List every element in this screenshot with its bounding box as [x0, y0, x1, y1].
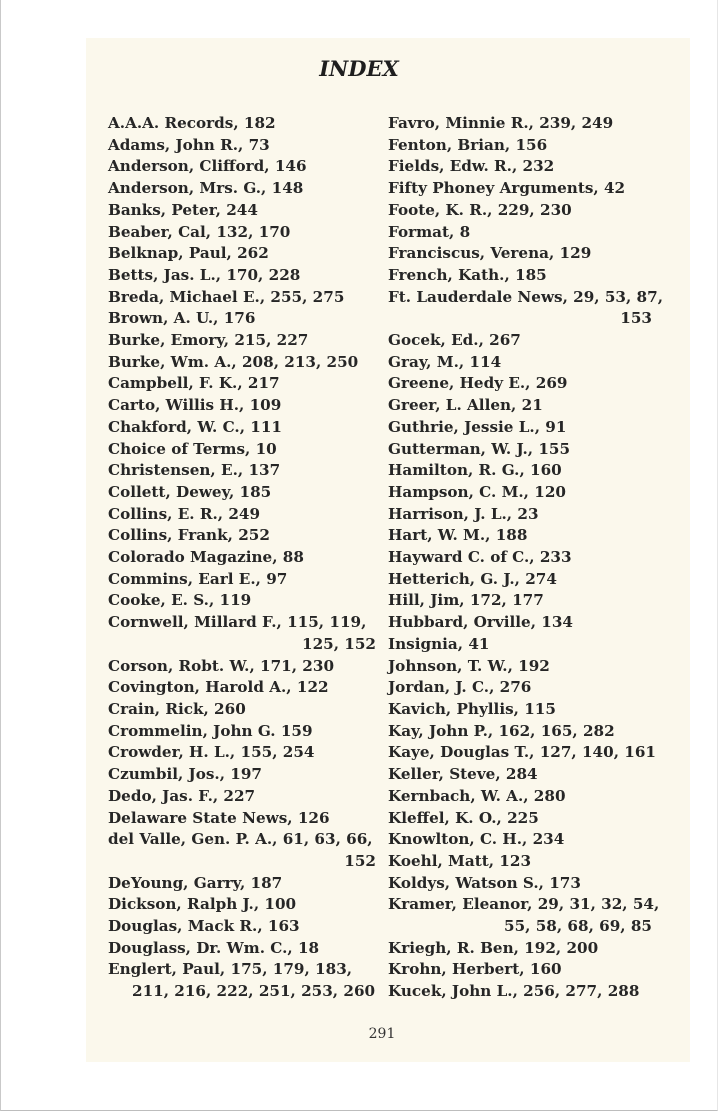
index-entry-text: Choice of Terms, 10 [108, 439, 277, 458]
index-entry [388, 178, 652, 200]
index-entry-text: Koldys, Watson S., 173 [388, 873, 581, 892]
index-entry-text: Knowlton, C. H., 234 [388, 830, 565, 849]
index-entry-text: del Valle, Gen. P. A., 61, 63, 66, [108, 830, 373, 849]
index-entry [108, 460, 376, 482]
page-title: INDEX [319, 56, 399, 81]
index-entry-text: Hart, W. M., 188 [388, 526, 528, 545]
index-entry [108, 894, 376, 916]
index-entry [108, 243, 376, 265]
index-entry [108, 916, 376, 938]
index-entry-text: Belknap, Paul, 262 [108, 244, 269, 263]
index-entry-text: Jordan, J. C., 276 [388, 678, 532, 697]
index-entry-text: Colorado Magazine, 88 [108, 548, 304, 567]
index-entry [108, 829, 376, 872]
index-entry-text: Carto, Willis H., 109 [108, 396, 282, 415]
index-entry [108, 808, 376, 830]
index-entry [108, 156, 376, 178]
index-entry-text: Corson, Robt. W., 171, 230 [108, 656, 335, 675]
index-entry [108, 113, 376, 135]
index-entry-text: Johnson, T. W., 192 [388, 656, 550, 675]
index-entry-text: Douglas, Mack R., 163 [108, 917, 300, 936]
index-entry [108, 352, 376, 374]
index-entry [388, 265, 652, 287]
index-entry [388, 894, 660, 937]
index-entry-text: Hayward C. of C., 233 [388, 548, 572, 567]
index-entry [388, 156, 652, 178]
page-number: 291 [368, 1026, 396, 1042]
index-entry [108, 395, 376, 417]
index-entry-text: Collins, Frank, 252 [108, 526, 270, 545]
index-entry [388, 200, 652, 222]
index-entry [108, 482, 376, 504]
index-entry [108, 200, 376, 222]
index-entry [388, 547, 652, 569]
index-entry-text: Kleffel, K. O., 225 [388, 808, 539, 827]
index-entry-text: Chakford, W. C., 111 [108, 417, 283, 436]
index-entry-text: Krohn, Herbert, 160 [388, 960, 562, 979]
index-entry [388, 742, 656, 764]
index-entry-text: Foote, K. R., 229, 230 [388, 200, 572, 219]
index-entry [388, 395, 652, 417]
index-entry-text: Kernbach, W. A., 280 [388, 786, 566, 805]
index-entry [388, 243, 652, 265]
index-entry [108, 764, 376, 786]
index-entry-text: Fenton, Brian, 156 [388, 135, 548, 154]
index-entry [388, 590, 652, 612]
index-entry-text: Hubbard, Orville, 134 [388, 613, 573, 632]
index-entry [388, 677, 652, 699]
index-entry [388, 482, 652, 504]
index-entry-text: Covington, Harold A., 122 [108, 678, 329, 697]
index-entry-text: Gocek, Ed., 267 [388, 331, 521, 350]
index-entry [388, 981, 652, 1003]
index-entry-text: Christensen, E., 137 [108, 461, 281, 480]
index-entry [108, 677, 376, 699]
index-entry-text: Betts, Jas. L., 170, 228 [108, 265, 301, 284]
index-entry-text: Kramer, Eleanor, 29, 31, 32, 54, [388, 895, 660, 914]
index-entry-text: Adams, John R., 73 [108, 135, 270, 154]
index-entry [108, 287, 376, 309]
index-entry-text: Hamilton, R. G., 160 [388, 461, 562, 480]
index-entry [388, 525, 652, 547]
index-entry-text: Hampson, C. M., 120 [388, 482, 566, 501]
index-entry-text: Kavich, Phyllis, 115 [388, 699, 556, 718]
index-entry [108, 417, 376, 439]
index-entry-text: Ft. Lauderdale News, 29, 53, 87, [388, 287, 663, 306]
index-entry-text: Kaye, Douglas T., 127, 140, 161 [388, 743, 656, 762]
index-entry-text: Breda, Michael E., 255, 275 [108, 287, 345, 306]
index-entry [108, 330, 376, 352]
index-entry [108, 308, 376, 330]
index-entry-text: Douglass, Dr. Wm. C., 18 [108, 938, 320, 957]
index-entry [388, 135, 652, 157]
index-entry-text: Beaber, Cal, 132, 170 [108, 222, 291, 241]
index-entry [388, 959, 652, 981]
index-entry-text: Franciscus, Verena, 129 [388, 244, 592, 263]
index-entry [388, 764, 652, 786]
index-entry-text: Greene, Hedy E., 269 [388, 374, 568, 393]
index-entry-text: Greer, L. Allen, 21 [388, 396, 543, 415]
index-entry [388, 569, 652, 591]
index-entry [108, 547, 376, 569]
index-entry [388, 656, 652, 678]
index-entry-text: Collins, E. R., 249 [108, 504, 261, 523]
index-entry-text: Fields, Edw. R., 232 [388, 157, 555, 176]
index-entry-text: Dickson, Ralph J., 100 [108, 895, 297, 914]
index-entry [388, 417, 652, 439]
index-entry-text: Burke, Wm. A., 208, 213, 250 [108, 352, 359, 371]
index-entry [108, 222, 376, 244]
index-entry-text: Anderson, Mrs. G., 148 [108, 179, 304, 198]
index-entry [108, 938, 376, 960]
index-entry-text: Kay, John P., 162, 165, 282 [388, 721, 615, 740]
index-column-left [108, 113, 376, 1003]
index-entry-text: Dedo, Jas. F., 227 [108, 786, 256, 805]
index-entry-text: Cooke, E. S., 119 [108, 591, 252, 610]
index-entry [388, 699, 652, 721]
index-entry [388, 634, 652, 656]
index-entry-text: Insignia, 41 [388, 634, 490, 653]
index-entry-continuation: 55, 58, 68, 69, 85 [504, 917, 652, 936]
index-entry [388, 504, 652, 526]
index-entry-text: Harrison, J. L., 23 [388, 504, 539, 523]
index-entry [108, 178, 376, 200]
index-entry-continuation: 152 [344, 851, 376, 870]
index-entry-continuation: 125, 152 [302, 634, 376, 653]
index-entry [108, 265, 376, 287]
index-entry [388, 330, 652, 352]
index-entry [108, 439, 376, 461]
index-entry [108, 569, 376, 591]
index-entry-text: Commins, Earl E., 97 [108, 569, 288, 588]
index-entry-text: Delaware State News, 126 [108, 808, 330, 827]
index-entry [388, 938, 652, 960]
index-entry-text: Brown, A. U., 176 [108, 309, 256, 328]
index-entry [108, 699, 376, 721]
index-entry-text: Collett, Dewey, 185 [108, 482, 272, 501]
index-entry [108, 742, 376, 764]
index-entry [108, 656, 376, 678]
index-entry [388, 222, 652, 244]
index-entry [388, 721, 652, 743]
index-entry [108, 873, 376, 895]
index-entry-text: Guthrie, Jessie L., 91 [388, 417, 567, 436]
index-entry-text: Favro, Minnie R., 239, 249 [388, 114, 614, 132]
index-entry-continuation: 153 [620, 309, 652, 328]
index-entry-text: Gutterman, W. J., 155 [388, 439, 571, 458]
index-entry [108, 959, 376, 1002]
index-entry [108, 525, 376, 547]
index-entry-text: French, Kath., 185 [388, 265, 547, 284]
index-entry-text: Czumbil, Jos., 197 [108, 765, 262, 784]
index-entry-text: Keller, Steve, 284 [388, 765, 538, 784]
index-entry-continuation: 211, 216, 222, 251, 253, 260 [132, 982, 376, 1001]
index-entry [388, 851, 652, 873]
index-entry [388, 829, 652, 851]
index-entry [388, 439, 652, 461]
index-entry [108, 612, 376, 655]
index-entry [388, 808, 652, 830]
index-entry-text: Banks, Peter, 244 [108, 200, 258, 219]
index-entry [108, 504, 376, 526]
index-entry-text: Englert, Paul, 175, 179, 183, [108, 960, 353, 979]
index-entry-text: Crowder, H. L., 155, 254 [108, 743, 315, 762]
index-entry [388, 352, 652, 374]
index-entry [388, 612, 652, 634]
index-entry-text: Hetterich, G. J., 274 [388, 569, 557, 588]
index-entry [108, 135, 376, 157]
index-entry [388, 873, 652, 895]
index-entry [388, 113, 652, 135]
index-entry-text: Gray, M., 114 [388, 352, 502, 371]
index-entry [388, 786, 652, 808]
index-entry [108, 786, 376, 808]
index-column-right [388, 113, 663, 1003]
index-entry-text: Kucek, John L., 256, 277, 288 [388, 982, 640, 1001]
index-entry-text: Burke, Emory, 215, 227 [108, 331, 309, 350]
index-entry-text: Hill, Jim, 172, 177 [388, 591, 544, 610]
index-entry-text: Fifty Phoney Arguments, 42 [388, 179, 626, 198]
index-entry-text: Format, 8 [388, 222, 471, 241]
index-entry [108, 590, 376, 612]
index-entry [108, 721, 376, 743]
index-entry-text: DeYoung, Garry, 187 [108, 873, 283, 892]
index-entry [388, 460, 652, 482]
index-entry-text: Koehl, Matt, 123 [388, 851, 532, 870]
index-entry-text: Anderson, Clifford, 146 [108, 157, 307, 176]
index-entry-text: A.A.A. Records, 182 [108, 114, 276, 132]
index-entry [388, 373, 652, 395]
index-entry-text: Campbell, F. K., 217 [108, 374, 280, 393]
index-entry-text: Crommelin, John G. 159 [108, 721, 313, 740]
index-entry-text: Kriegh, R. Ben, 192, 200 [388, 938, 599, 957]
index-entry [388, 287, 663, 330]
index-entry-text: Crain, Rick, 260 [108, 699, 246, 718]
index-entry [108, 373, 376, 395]
index-entry-text: Cornwell, Millard F., 115, 119, [108, 613, 367, 632]
